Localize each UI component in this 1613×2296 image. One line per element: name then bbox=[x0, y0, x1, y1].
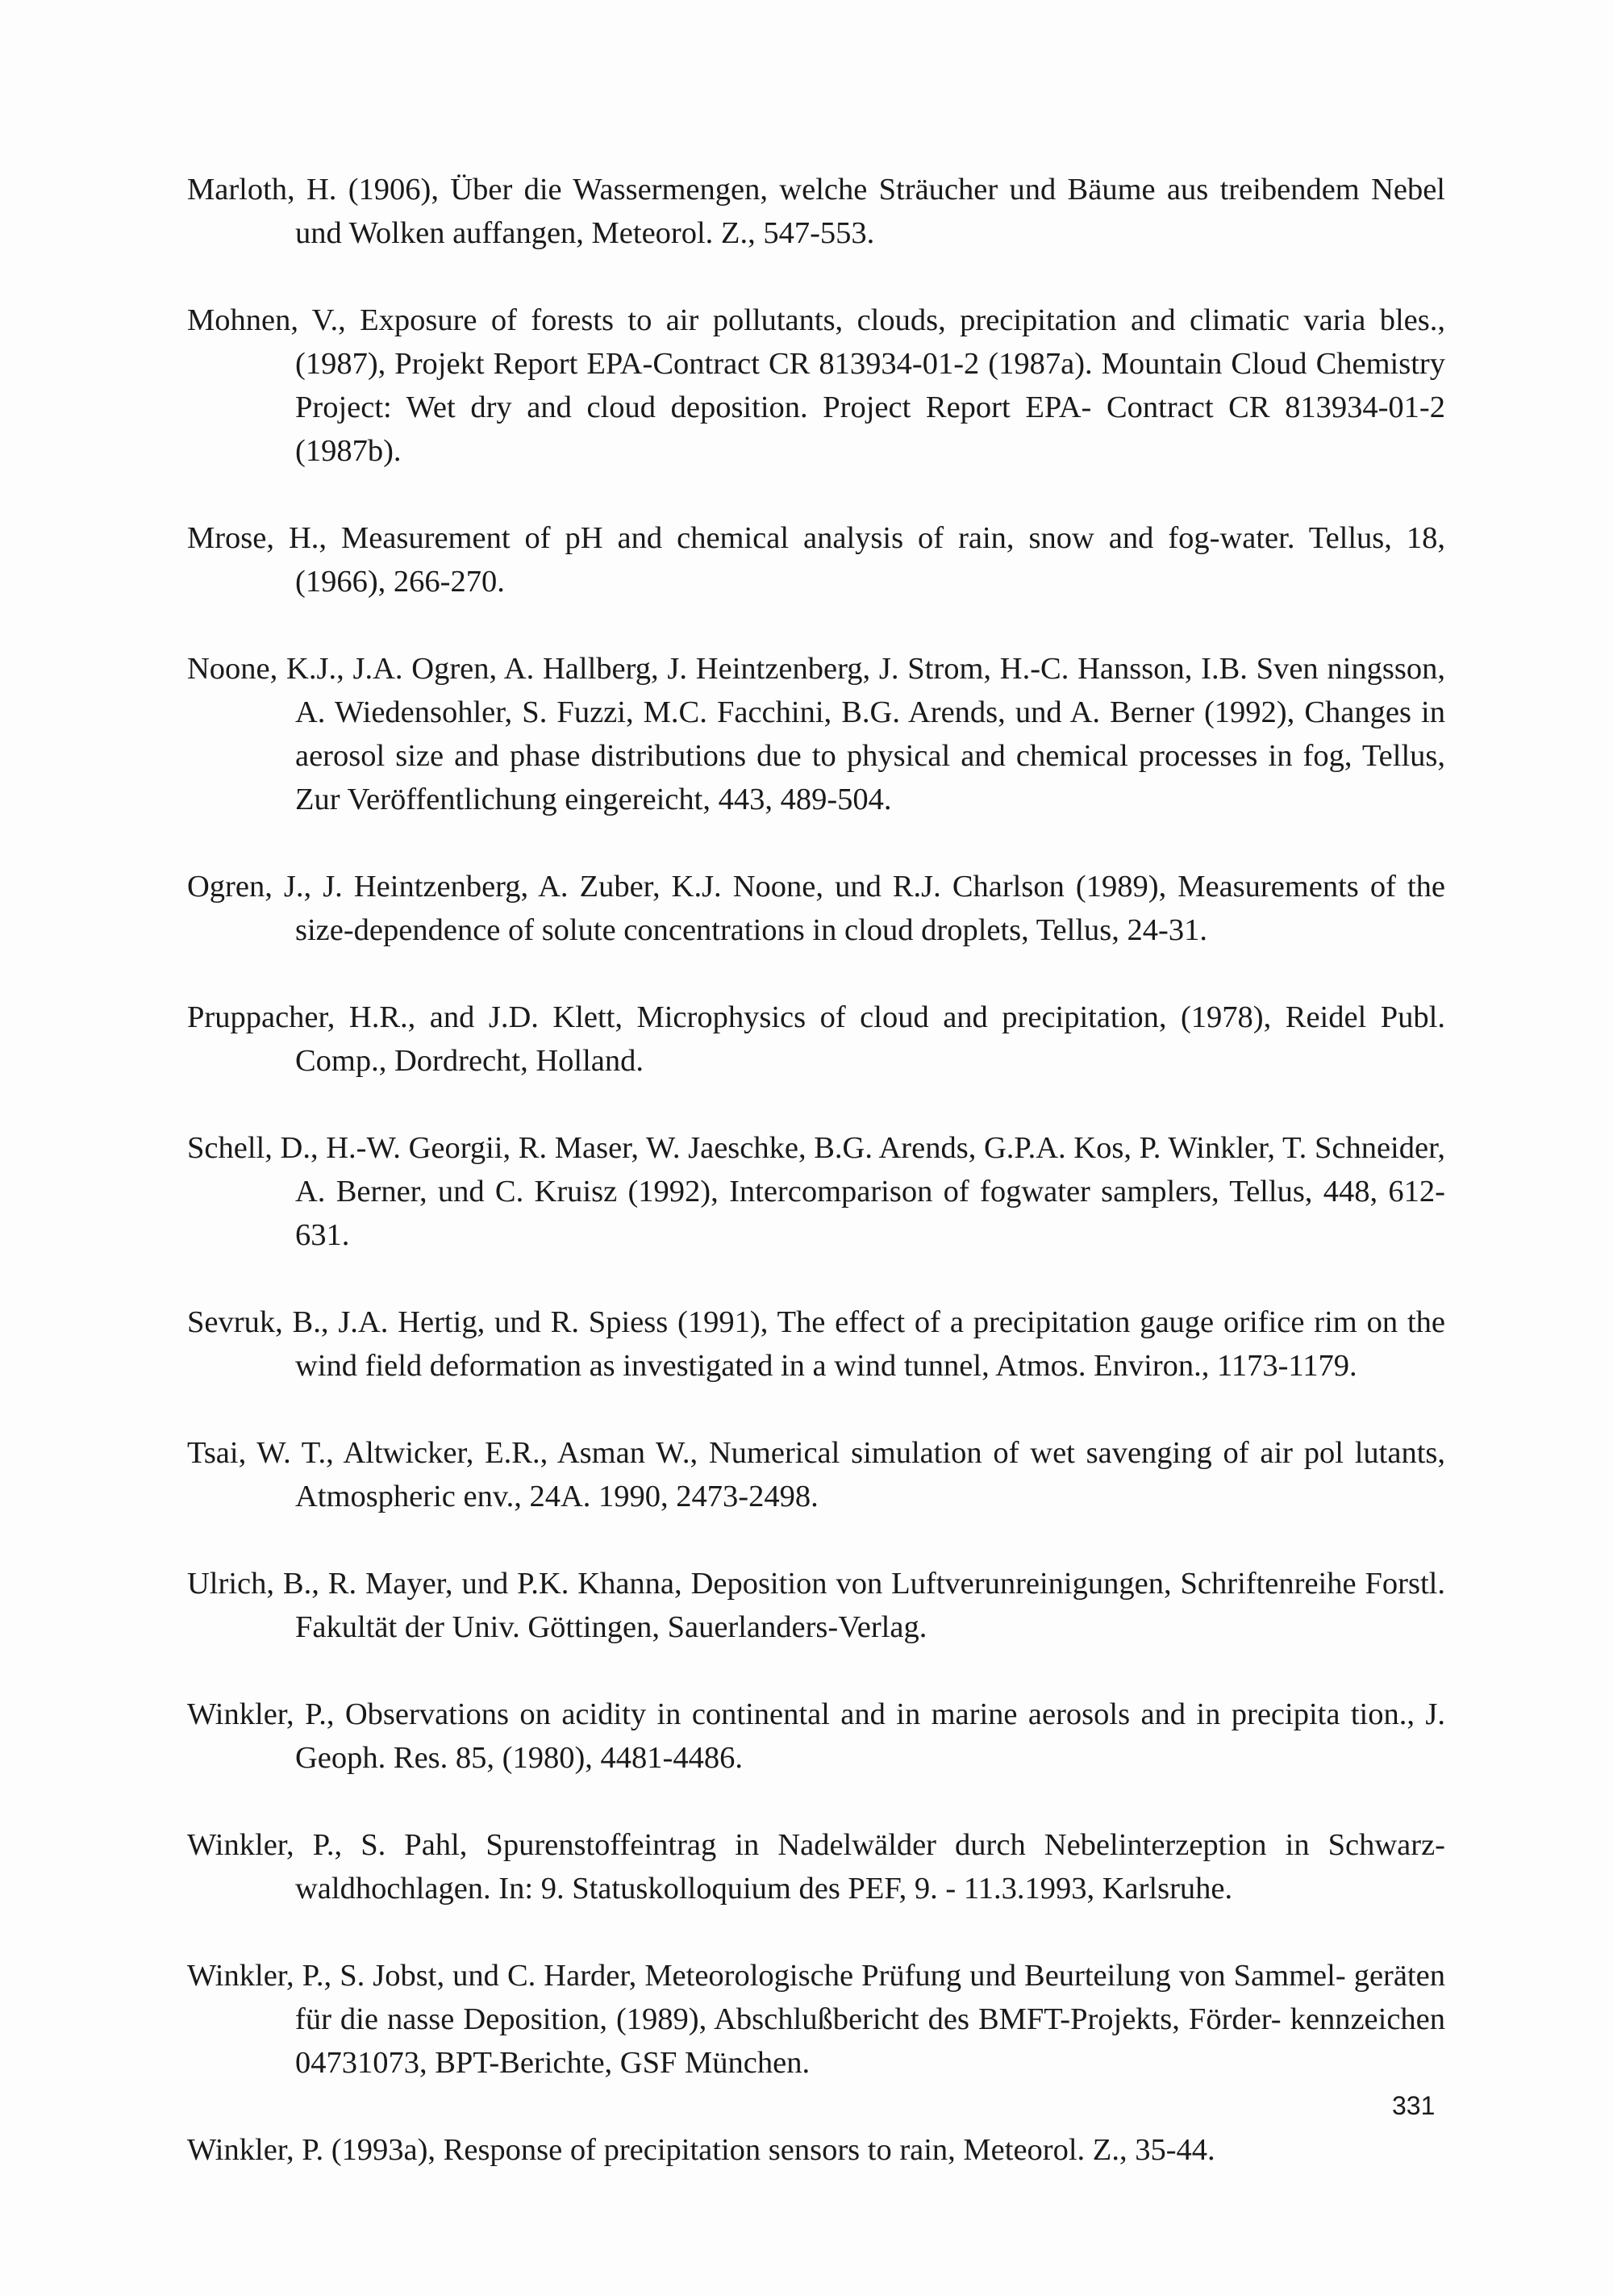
reference-entry: Mrose, H., Measurement of pH and chemical analysis of rain, snow and fog-water. Tellus, 18, (1966), 266-270. bbox=[187, 521, 1445, 599]
reference-entry: Ulrich, B., R. Mayer, und P.K. Khanna, Deposition von Luftverunreinigungen, Schriftenreihe Forstl. Fakultät der Univ. Göttingen, Sauerlanders-Verlag. bbox=[187, 1567, 1445, 1644]
reference-entry: Marloth, H. (1906), Über die Wassermengen, welche Sträucher und Bäume aus treibendem Nebel und Wolken auffangen, Meteorol. Z., 547-553. bbox=[187, 173, 1445, 250]
reference-entry: Schell, D., H.-W. Georgii, R. Maser, W. Jaeschke, B.G. Arends, G.P.A. Kos, P. Winkler, T. Schneider, A. Berner, und C. Kruisz (1992), Intercomparison of fogwater samplers, Tellus, 448, 612-631. bbox=[187, 1131, 1445, 1252]
reference-entry: Winkler, P., S. Jobst, und C. Harder, Meteorologische Prüfung und Beurteilung von Sammel- geräten für die nasse Deposition, (1989), Abschlußbericht des BMFT-Projekts, Förder- kennzeichen 04731073, BPT-Berichte, GSF München. bbox=[187, 1959, 1445, 2080]
reference-entry: Ogren, J., J. Heintzenberg, A. Zuber, K.J. Noone, und R.J. Charlson (1989), Measurements of the size-dependence of solute concentrations in cloud droplets, Tellus, 24-31. bbox=[187, 870, 1445, 947]
reference-entry: Tsai, W. T., Altwicker, E.R., Asman W., Numerical simulation of wet savenging of air pol lutants, Atmospheric env., 24A. 1990, 2473-2498. bbox=[187, 1436, 1445, 1513]
reference-entry: Pruppacher, H.R., and J.D. Klett, Microphysics of cloud and precipitation, (1978), Reidel Publ. Comp., Dordrecht, Holland. bbox=[187, 1000, 1445, 1078]
reference-entry: Winkler, P. (1993a), Response of precipitation sensors to rain, Meteorol. Z., 35-44. bbox=[187, 2133, 1215, 2167]
reference-list bbox=[187, 168, 1445, 2172]
reference-entry: Winkler, P., S. Pahl, Spurenstoffeintrag in Nadelwälder durch Nebelinterzeption in Schwarz- waldhochlagen. In: 9. Statuskolloquium des PEF, 9. - 11.3.1993, Karlsruhe. bbox=[187, 1828, 1445, 1906]
reference-entry: Sevruk, B., J.A. Hertig, und R. Spiess (1991), The effect of a precipitation gauge orifice rim on the wind field deformation as investigated in a wind tunnel, Atmos. Environ., 1173-1179. bbox=[187, 1305, 1445, 1383]
reference-entry: Winkler, P., Observations on acidity in continental and in marine aerosols and in precipita tion., J. Geoph. Res. 85, (1980), 4481-4486. bbox=[187, 1697, 1445, 1775]
reference-entry: Noone, K.J., J.A. Ogren, A. Hallberg, J. Heintzenberg, J. Strom, H.-C. Hansson, I.B. Sven ningsson, A. Wiedensohler, S. Fuzzi, M.C. Facchini, B.G. Arends, und A. Berner (1992), Changes in aerosol size and phase distributions due to physical and chemical processes in fog, Tellus, Zur Veröffentlichung eingereicht, 443, 489-504. bbox=[187, 652, 1445, 816]
page-number: 331 bbox=[1392, 2091, 1436, 2120]
reference-entry: Mohnen, V., Exposure of forests to air pollutants, clouds, precipitation and climatic varia bles., (1987), Projekt Report EPA-Contract CR 813934-01-2 (1987a). Mountain Cloud Chemistry Project: Wet dry and cloud deposition. Project Report EPA- Contract CR 813934-01-2 (1987b). bbox=[187, 303, 1445, 468]
